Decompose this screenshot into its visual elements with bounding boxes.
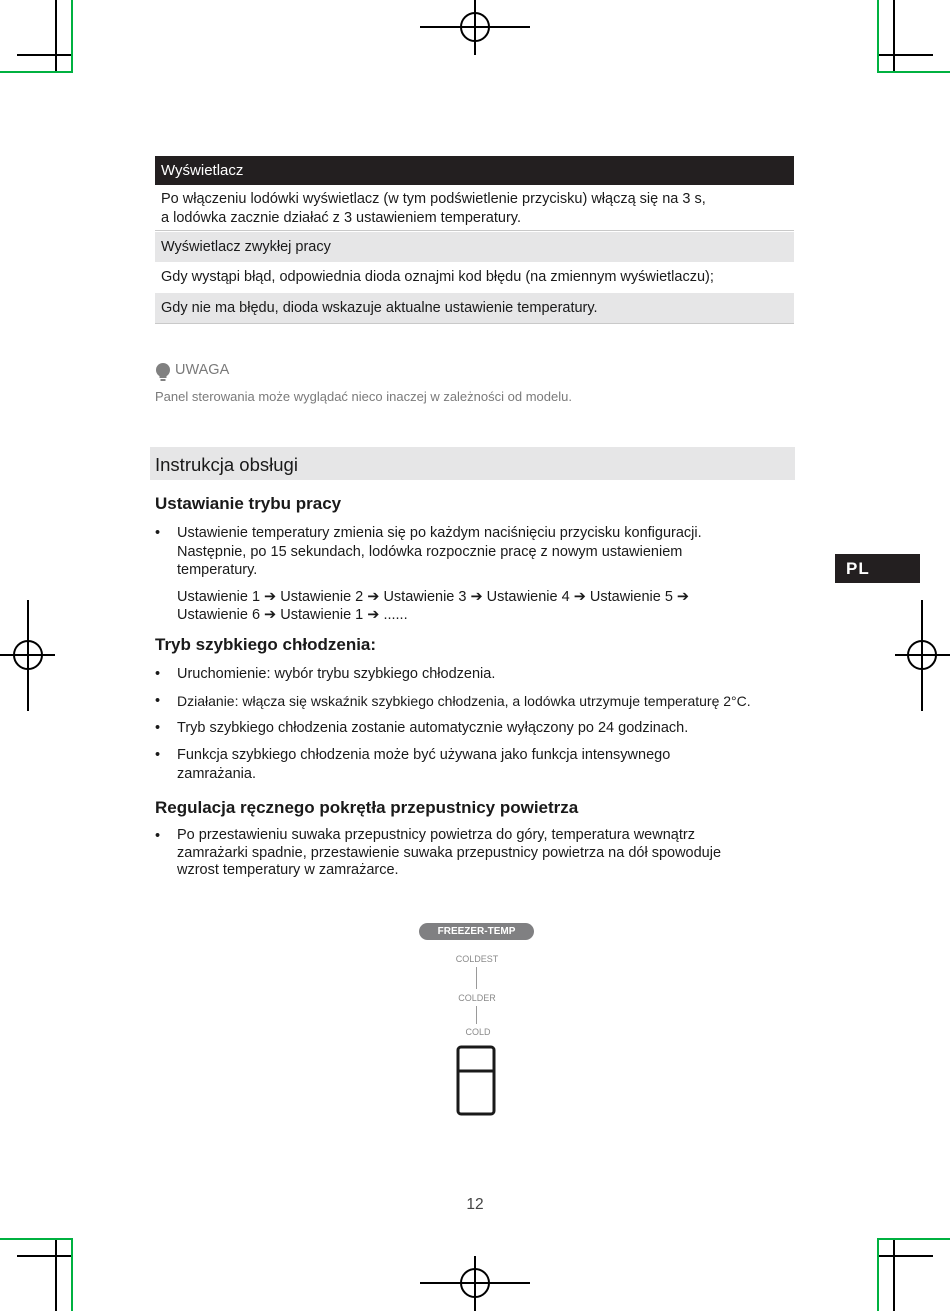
note-heading <box>155 362 355 382</box>
bullet-dot: • <box>155 747 161 763</box>
quick-cool-heading: Tryb szybkiego chłodzenia: <box>155 635 377 654</box>
divider <box>155 230 794 231</box>
display-table-header: Wyświetlacz <box>155 156 794 185</box>
damper-heading: Regulacja ręcznego pokrętła przepustnicy powietrza <box>155 798 579 817</box>
bullet-dot: • <box>155 720 161 736</box>
display-row-normal: Wyświetlacz zwykłej pracy <box>155 232 794 262</box>
damper-slider-icon <box>456 1045 496 1117</box>
mode-heading: Ustawianie trybu pracy <box>155 494 342 513</box>
section-title: Instrukcja obsługi <box>150 447 795 480</box>
note-text: Panel sterowania może wyglądać nieco inaczej w zależności od modelu. <box>155 389 572 404</box>
divider <box>155 323 794 324</box>
level-connector <box>476 967 477 989</box>
display-row-no-error: Gdy nie ma błędu, dioda wskazuje aktualne ustawienie temperatury. <box>155 293 794 323</box>
language-tab: PL <box>835 554 920 583</box>
lightbulb-icon <box>155 363 171 381</box>
bullet-dot: • <box>155 828 161 844</box>
page-number: 12 <box>466 1196 484 1213</box>
bullet-dot: • <box>155 666 161 682</box>
quick-cool-item: Działanie: włącza się wskaźnik szybkiego chłodzenia, a lodówka utrzymuje temperaturę 2°C. <box>177 693 751 709</box>
quick-cool-item: Uruchomienie: wybór trybu szybkiego chłodzenia. <box>177 666 496 682</box>
freezer-temp-label: FREEZER-TEMP <box>419 923 534 940</box>
quick-cool-item: Tryb szybkiego chłodzenia zostanie automatycznie wyłączony po 24 godzinach. <box>177 720 689 736</box>
damper-text: Po przestawieniu suwaka przepustnicy powietrza do góry, temperatura wewnątrz zamrażarki spadnie, przestawienie suwaka przepustnicy powietrza na dół spowoduje wzrost temperatury w zamrażarce. <box>177 827 722 878</box>
display-intro-text: Po włączeniu lodówki wyświetlacz (w tym podświetlenie przycisku) włączą się na 3 s, a lodówka zacznie działać z 3 ustawieniem temperatury. <box>161 191 706 226</box>
level-cold: COLD <box>465 1027 491 1037</box>
bullet-dot: • <box>155 525 161 541</box>
note-title: UWAGA <box>175 362 230 378</box>
level-connector <box>476 1006 477 1024</box>
level-colder: COLDER <box>458 993 496 1003</box>
level-coldest: COLDEST <box>455 954 499 964</box>
display-row-error: Gdy wystąpi błąd, odpowiednia dioda oznajmi kod błędu (na zmiennym wyświetlaczu); <box>161 269 714 285</box>
quick-cool-item: Funkcja szybkiego chłodzenia może być używana jako funkcja intensywnego zamrażania. <box>177 747 671 782</box>
setting-sequence: Ustawienie 1 ➔ Ustawienie 2 ➔ Ustawienie 3 ➔ Ustawienie 4 ➔ Ustawienie 5 ➔ Ustawienie 6 ➔ Ustawienie 1 ➔ ...... <box>177 589 690 623</box>
bullet-dot: • <box>155 693 161 709</box>
mode-text: Ustawienie temperatury zmienia się po każdym naciśnięciu przycisku konfiguracji. Następnie, po 15 sekundach, lodówka rozpocznie pracę z nowym ustawieniem temperatury. <box>177 525 702 578</box>
